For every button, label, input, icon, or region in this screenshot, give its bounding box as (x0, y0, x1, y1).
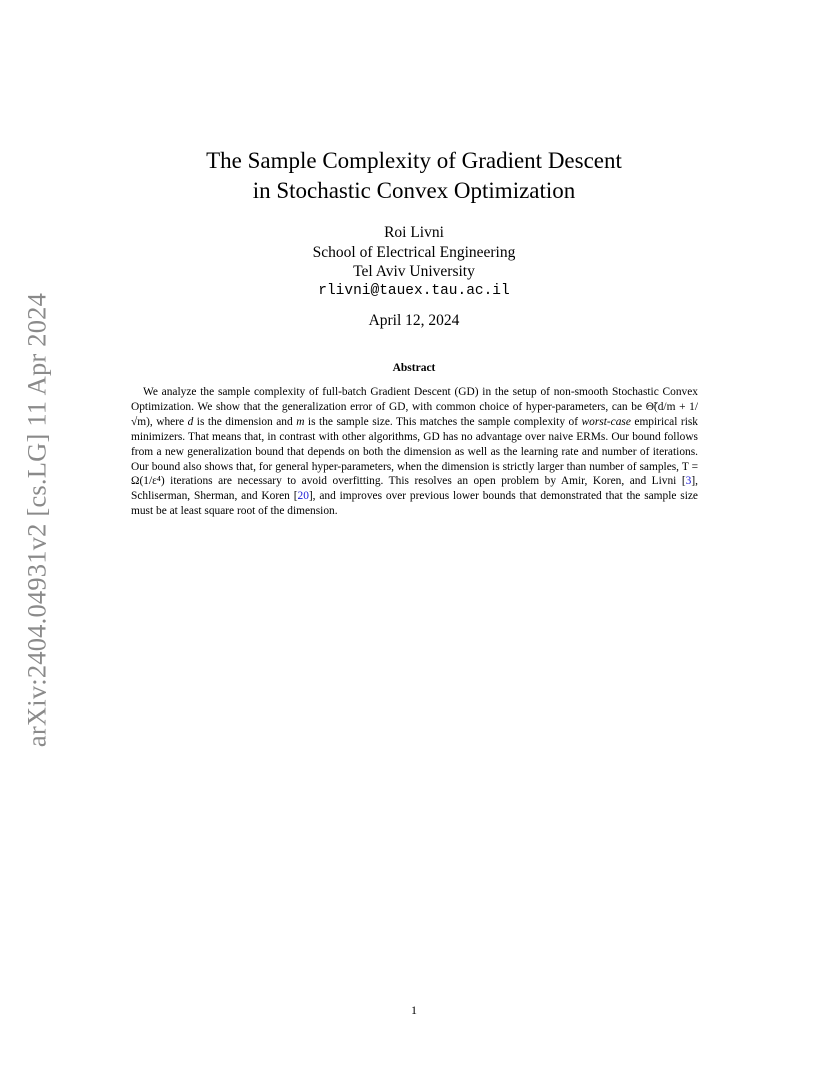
abstract-text-1: We analyze the sample complexity of full-batch Gradient Descent (GD) in the setup of non-smooth Stochastic Convex Optimization. We show that the generalization error of GD, with common choice of hyper-parameters, can be (131, 386, 698, 413)
author-affiliation-1: School of Electrical Engineering (312, 243, 516, 261)
abstract-heading: Abstract (392, 362, 436, 374)
citation-link-3[interactable]: 3 (685, 475, 692, 488)
abstract-text-8: ], and improves over previous lower bounds that demonstrated that the sample size must be at least square root of the dimension. (131, 490, 698, 518)
abstract-paragraph (131, 385, 698, 519)
title-line-1: The Sample Complexity of Gradient Descent (206, 148, 622, 173)
author-block (0, 223, 828, 301)
math-omega-bound: T = Ω(1/ε⁴) (131, 460, 698, 488)
author-name: Roi Livni (384, 224, 444, 241)
author-email: rlivni@tauex.tau.ac.il (318, 282, 510, 299)
abstract-text-3: is the dimension and (193, 415, 297, 428)
arxiv-identifier: arXiv:2404.04931v2 [cs.LG] 11 Apr 2024 (21, 292, 52, 748)
author-affiliation-2: Tel Aviv University (353, 263, 475, 280)
variable-m: m (296, 415, 305, 428)
abstract-text-2: , where (149, 415, 188, 428)
abstract-text-6: iterations are necessary to avoid overfitting. This resolves an open problem by Amir, Koren, and Livni [ (164, 475, 686, 488)
abstract-text-5: empirical risk minimizers. That means that, in contrast with other algorithms, GD has no advantage over naive ERMs. Our bound follows from a new generalization bound that depends on both the dimension as well as the learning rate and number of iterations. Our bound also shows that, for general hyper-parameters, when the dimension is strictly larger than number of samples, (131, 415, 698, 473)
title-line-2: in Stochastic Convex Optimization (252, 178, 576, 203)
abstract-body (131, 385, 698, 519)
page-number: 1 (411, 1003, 417, 1017)
variable-d: d (187, 415, 194, 428)
paper-date: April 12, 2024 (368, 312, 460, 329)
citation-link-20[interactable]: 20 (297, 490, 309, 503)
worst-case-emphasis: worst-case (581, 415, 631, 428)
math-theta-bound: Θ̃(d/m + 1/√m) (131, 400, 699, 428)
abstract-text-7: ], Schliserman, Sherman, and Koren [ (131, 475, 698, 503)
abstract-text-4: is the sample size. This matches the sample complexity of (304, 415, 582, 428)
paper-title (0, 146, 828, 206)
